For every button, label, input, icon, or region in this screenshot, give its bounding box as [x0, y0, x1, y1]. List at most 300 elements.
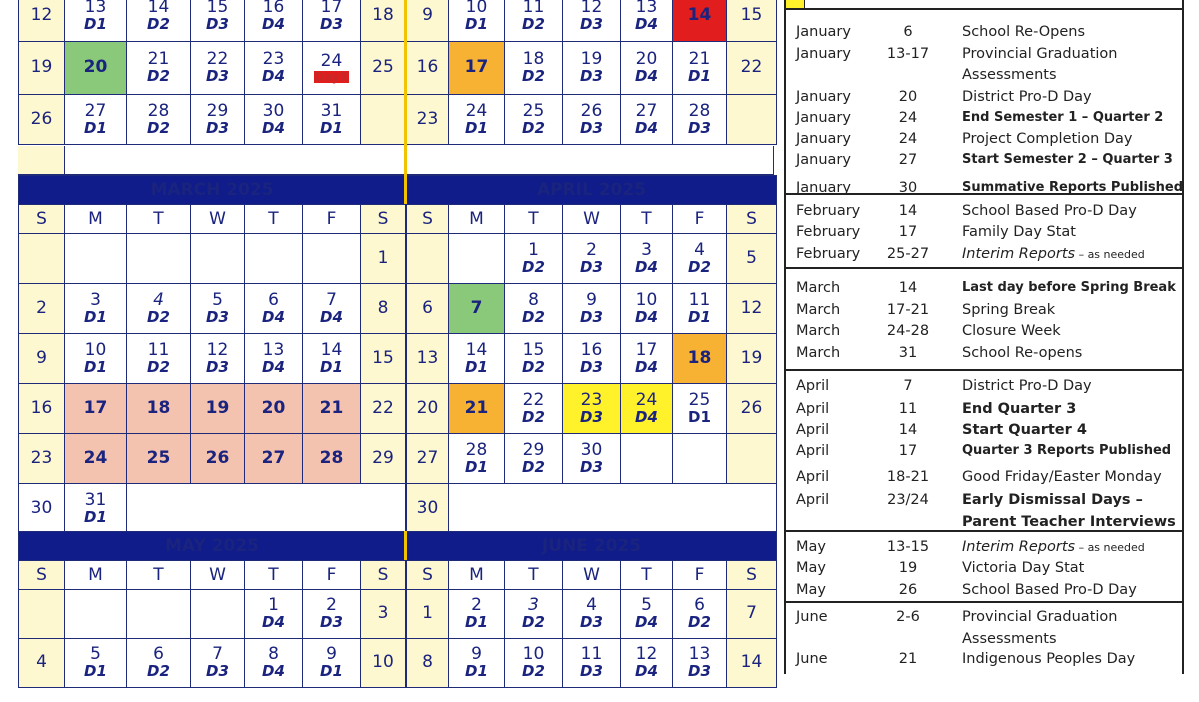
legend-event-text: Start Semester 2 – Quarter 3 [962, 152, 1173, 167]
day-cycle-label: D2 [522, 67, 545, 86]
calendar-day [673, 0, 727, 42]
calendar-day [727, 284, 777, 334]
legend-event [962, 46, 1117, 62]
calendar-day [673, 434, 727, 484]
day-cycle-label: D1 [84, 118, 107, 137]
calendar-day [65, 434, 127, 484]
calendar-day [505, 639, 563, 688]
weekday-header: W [191, 561, 245, 590]
day-cycle-label: D4 [635, 407, 658, 426]
calendar-day [621, 95, 673, 145]
legend-date: 18-21 [886, 469, 930, 485]
legend-event-text: Assessments [962, 67, 1057, 83]
day-cycle-label: D2 [147, 357, 170, 376]
calendar-day [191, 234, 245, 284]
day-cycle-label: D2 [522, 662, 545, 681]
day-number: 19 [740, 347, 763, 368]
calendar-day [245, 639, 303, 688]
day-number: 11 [688, 289, 711, 310]
day-number: 8 [268, 644, 279, 665]
day-cycle-label: D4 [635, 307, 658, 326]
day-number: 8 [422, 652, 433, 673]
calendar-day [361, 590, 406, 639]
legend-month: April [796, 492, 830, 508]
calendar-day [245, 590, 303, 639]
calendar-day [621, 284, 673, 334]
calendar-day [245, 334, 303, 384]
day-number: 16 [262, 0, 285, 18]
legend-event-text: District Pro-D Day [962, 378, 1092, 394]
legend-month-section [786, 369, 1182, 532]
day-number: 26 [580, 100, 603, 121]
legend-date: 20 [898, 89, 918, 105]
day-number: 6 [153, 644, 164, 665]
calendar-day [563, 639, 621, 688]
legend-date: 19 [898, 560, 918, 576]
calendar-day [563, 95, 621, 145]
day-cycle-label: D3 [206, 67, 229, 86]
calendar-day [303, 590, 361, 639]
day-number: 5 [746, 247, 757, 268]
weekday-header: S [19, 205, 65, 234]
day-cycle-label: D2 [522, 457, 545, 476]
day-cycle-label: D1 [84, 507, 107, 526]
day-cycle-label: D1 [320, 357, 343, 376]
legend-event [962, 609, 1117, 625]
legend-event-text: School Re-Opens [962, 24, 1086, 40]
day-cycle-label: D2 [147, 662, 170, 681]
legend-event [962, 492, 1143, 508]
day-number: 11 [147, 339, 170, 360]
calendar-day [673, 284, 727, 334]
day-number: 2 [471, 595, 482, 616]
calendar-day [673, 384, 727, 434]
calendar-day [505, 42, 563, 95]
calendar-day [505, 95, 563, 145]
weekday-header: M [65, 205, 127, 234]
day-number: 26 [30, 108, 53, 129]
day-cycle-label: D1 [465, 457, 488, 476]
day-number: 22 [372, 397, 394, 418]
legend-date: 14 [898, 203, 918, 219]
calendar-day [191, 434, 245, 484]
day-number: 31 [84, 489, 107, 510]
day-number: 25 [372, 57, 394, 78]
legend-date: 24 [898, 110, 918, 126]
day-number: 19 [580, 49, 603, 70]
legend-date: 24-28 [886, 323, 930, 339]
day-number: 18 [522, 49, 545, 70]
calendar-day [727, 639, 777, 688]
calendar-day [65, 234, 127, 284]
legend-month: January [796, 89, 851, 105]
month-title: JUNE 2025 [407, 532, 777, 561]
day-number: 17 [320, 0, 343, 18]
calendar-grid-april [406, 175, 777, 534]
calendar-day [127, 334, 191, 384]
legend-event-text: Assessments [962, 631, 1057, 647]
legend-month: January [796, 152, 851, 168]
legend-month: March [796, 323, 841, 339]
day-number: 14 [740, 652, 763, 673]
month-divider [404, 0, 407, 176]
calendar-day [127, 234, 191, 284]
calendar-day [245, 95, 303, 145]
day-number: 31 [320, 100, 343, 121]
day-number: 27 [416, 447, 439, 468]
day-number: 13 [416, 347, 439, 368]
calendar-day [505, 0, 563, 42]
day-cycle-label: D4 [635, 67, 658, 86]
legend-event-note: – as needed [1075, 248, 1145, 261]
legend-event-text: Early Dismissal Days – [962, 492, 1143, 508]
legend-event-text: Closure Week [962, 323, 1061, 339]
day-number: 12 [740, 297, 763, 318]
calendar-day [19, 384, 65, 434]
legend-event-text: Indigenous Peoples Day [962, 651, 1136, 667]
day-number: 21 [464, 397, 489, 418]
important-dates-panel [784, 0, 1184, 674]
calendar-day [361, 284, 406, 334]
day-number: 27 [635, 100, 658, 121]
legend-event-text: Interim Reports [962, 539, 1076, 555]
legend-event-text: Spring Break [962, 302, 1056, 318]
day-number: 21 [319, 397, 344, 418]
calendar-day [361, 0, 406, 42]
calendar-day [563, 284, 621, 334]
weekday-header: M [449, 205, 505, 234]
day-number: 4 [153, 289, 164, 310]
calendar-day [505, 334, 563, 384]
calendar-day [563, 234, 621, 284]
day-cycle-label: D1 [688, 407, 711, 426]
day-number: 6 [422, 297, 433, 318]
legend-date: 27 [898, 152, 918, 168]
calendar-day [621, 384, 673, 434]
legend-event-text: Interim Reports [962, 246, 1076, 262]
calendar-day [65, 484, 127, 534]
day-number: 9 [36, 347, 47, 368]
legend-swatch [786, 0, 805, 8]
legend-date: 13-15 [886, 539, 930, 555]
legend-event [962, 24, 1085, 40]
day-number: 23 [416, 108, 439, 129]
legend-month: March [796, 345, 841, 361]
day-number: 1 [377, 247, 389, 268]
calendar-day [127, 0, 191, 42]
day-number: 7 [470, 297, 483, 318]
day-number: 11 [522, 0, 545, 18]
legend-event-text: Quarter 3 Reports Published [962, 443, 1172, 458]
day-cycle-label: D2 [688, 613, 711, 632]
calendar-day [191, 384, 245, 434]
calendar-day [727, 434, 777, 484]
day-number: 5 [212, 289, 223, 310]
weekday-header: W [563, 205, 621, 234]
legend-event-text: Start Quarter 4 [962, 422, 1087, 438]
day-number: 14 [687, 5, 712, 26]
calendar-day [563, 384, 621, 434]
day-cycle-label: D1 [465, 15, 488, 34]
calendar-day [673, 95, 727, 145]
legend-date: 23/24 [887, 492, 929, 508]
day-number: 1 [268, 595, 279, 616]
calendar-day [621, 434, 673, 484]
legend-event [962, 560, 1084, 576]
legend-month: February [796, 224, 861, 240]
calendar-day [449, 334, 505, 384]
calendar-day [245, 42, 303, 95]
day-cycle-label: D1 [84, 662, 107, 681]
calendar-day [505, 434, 563, 484]
calendar-day [449, 639, 505, 688]
legend-month-section [786, 601, 1182, 702]
day-cycle-label: D3 [206, 118, 229, 137]
legend-event-text: Victoria Day Stat [962, 560, 1085, 576]
day-number: 15 [206, 0, 229, 18]
day-number: 5 [641, 595, 652, 616]
legend-event-text: Last day before Spring Break [962, 280, 1176, 295]
day-number: 14 [147, 0, 170, 18]
legend-event [962, 89, 1092, 105]
day-number: 20 [635, 49, 658, 70]
calendar-day [303, 639, 361, 688]
day-cycle-label: D2 [522, 613, 545, 632]
day-number: 18 [146, 397, 171, 418]
weekday-header: F [303, 561, 361, 590]
day-number: 8 [377, 297, 389, 318]
weekday-header: T [127, 205, 191, 234]
day-cycle-label: D3 [206, 357, 229, 376]
calendar-day [407, 95, 449, 145]
day-cycle-label: D4 [262, 15, 285, 34]
day-number: 28 [465, 439, 488, 460]
weekday-header: S [727, 561, 777, 590]
day-cycle-label: D4 [320, 307, 343, 326]
day-number: 27 [261, 447, 286, 468]
calendar-day [19, 434, 65, 484]
weekday-header: T [505, 561, 563, 590]
day-cycle-label: D4 [262, 67, 285, 86]
day-number: 28 [147, 100, 170, 121]
legend-month-section [786, 267, 1182, 371]
day-cycle-label: D3 [580, 407, 603, 426]
calendar-day [19, 95, 65, 145]
calendar-day [303, 234, 361, 284]
legend-date: 2-6 [896, 609, 920, 625]
day-number: 20 [261, 397, 286, 418]
calendar-day [65, 639, 127, 688]
weekday-header: S [727, 205, 777, 234]
weekday-header: S [361, 205, 406, 234]
legend-month-section [786, 8, 1182, 195]
weekday-header: S [407, 561, 449, 590]
day-number: 17 [83, 397, 108, 418]
calendar-day [505, 234, 563, 284]
legend-month: February [796, 246, 861, 262]
calendar-day [505, 590, 563, 639]
legend-date: 7 [903, 378, 913, 394]
spacer-row [18, 146, 774, 175]
legend-event [962, 246, 1145, 262]
legend-month: April [796, 401, 830, 417]
legend-event-text: Project Completion Day [962, 131, 1133, 147]
day-number: 7 [746, 603, 757, 624]
calendar-day [65, 284, 127, 334]
calendar-day [19, 234, 65, 284]
day-cycle-label: D3 [580, 307, 603, 326]
legend-event [962, 224, 1076, 240]
calendar-day [621, 639, 673, 688]
legend-date: 14 [898, 280, 918, 296]
weekday-header: S [361, 561, 406, 590]
calendar-day [673, 639, 727, 688]
calendar-day [407, 590, 449, 639]
day-number: 13 [688, 644, 711, 665]
calendar-day [127, 639, 191, 688]
calendar-day [191, 284, 245, 334]
weekday-header: F [673, 205, 727, 234]
day-number: 3 [528, 595, 539, 616]
calendar-day [65, 590, 127, 639]
calendar-day [505, 284, 563, 334]
day-number: 24 [465, 100, 488, 121]
day-number: 16 [416, 57, 439, 78]
calendar-day [673, 590, 727, 639]
calendar-day [127, 284, 191, 334]
day-cycle-label: D3 [580, 67, 603, 86]
day-cycle-label: D3 [320, 613, 343, 632]
calendar-day [245, 384, 303, 434]
legend-event-text: End Quarter 3 [962, 401, 1077, 417]
weekday-header: T [127, 561, 191, 590]
weekday-header: T [245, 205, 303, 234]
month-divider [404, 175, 407, 204]
legend-month-section [786, 530, 1182, 603]
day-cycle-label: D2 [522, 357, 545, 376]
calendar-day [563, 590, 621, 639]
calendar-day [65, 334, 127, 384]
legend-month: January [796, 24, 851, 40]
day-number: 19 [30, 57, 53, 78]
day-number: 25 [522, 100, 545, 121]
legend-date: 14 [898, 422, 918, 438]
calendar-day [303, 0, 361, 42]
calendar-day [727, 0, 777, 42]
day-number: 23 [30, 447, 53, 468]
calendar-day [245, 0, 303, 42]
calendar-day [361, 334, 406, 384]
day-cycle-label: D2 [522, 118, 545, 137]
day-number: 2 [326, 595, 337, 616]
calendar-day [19, 484, 65, 534]
legend-event [962, 152, 1173, 167]
legend-date: 25-27 [886, 246, 930, 262]
day-number: 25 [146, 447, 171, 468]
legend-event-text: School Re-opens [962, 345, 1083, 361]
legend-event-note: – as needed [1075, 541, 1145, 554]
month-title: APRIL 2025 [407, 176, 777, 205]
calendar-day [361, 639, 406, 688]
calendar-day [727, 590, 777, 639]
day-number: 30 [580, 439, 603, 460]
legend-event [962, 401, 1076, 417]
weekday-header: M [65, 561, 127, 590]
legend-date: 17-21 [886, 302, 930, 318]
day-cycle-label: D4 [635, 15, 658, 34]
calendar-day [19, 42, 65, 95]
day-number: 4 [586, 595, 597, 616]
legend-event-text: School Based Pro-D Day [962, 203, 1137, 219]
legend-event-text: District Pro-D Day [962, 89, 1092, 105]
calendar-day [19, 284, 65, 334]
day-cycle-label: D2 [147, 15, 170, 34]
legend-event [962, 582, 1137, 598]
day-cycle-label: D1 [84, 357, 107, 376]
day-number: 22 [206, 49, 229, 70]
day-cycle-label: D1 [688, 67, 711, 86]
day-cycle-label: D4 [635, 613, 658, 632]
day-cycle-label: D2 [522, 257, 545, 276]
day-cycle-label: D4 [262, 357, 285, 376]
day-cycle-label: D1 [84, 15, 107, 34]
calendar-day [407, 639, 449, 688]
calendar-day [621, 590, 673, 639]
calendar-day [127, 434, 191, 484]
legend-month: January [796, 131, 851, 147]
legend-event [962, 323, 1061, 339]
legend-month: April [796, 378, 830, 394]
calendar-day [673, 42, 727, 95]
calendar-day [563, 334, 621, 384]
legend-event-text: Provincial Graduation [962, 609, 1118, 625]
legend-month: March [796, 280, 841, 296]
day-number: 4 [694, 239, 705, 260]
calendar-day [361, 42, 406, 95]
calendar-day [127, 42, 191, 95]
day-cycle-label: D4 [262, 662, 285, 681]
day-number: 2 [586, 239, 597, 260]
day-cycle-label: D3 [580, 457, 603, 476]
legend-month: April [796, 422, 830, 438]
calendar-day [727, 384, 777, 434]
calendar-day [563, 434, 621, 484]
calendar-day [245, 434, 303, 484]
day-number: 10 [522, 644, 545, 665]
day-cycle-label: D1 [465, 662, 488, 681]
day-number: 9 [471, 644, 482, 665]
day-number: 2 [36, 297, 47, 318]
calendar-day [19, 0, 65, 42]
day-number: 10 [84, 339, 107, 360]
day-cycle-label: D2 [522, 307, 545, 326]
calendar-day [191, 42, 245, 95]
calendar-day [245, 284, 303, 334]
legend-month: May [796, 582, 826, 598]
day-number: 11 [580, 644, 603, 665]
calendar-day [191, 0, 245, 42]
day-cycle-label: D3 [580, 15, 603, 34]
day-cycle-label: D1 [688, 307, 711, 326]
day-number: 3 [377, 603, 389, 624]
day-cycle-label: D2 [522, 15, 545, 34]
calendar-day [407, 434, 449, 484]
legend-date: 11 [898, 401, 918, 417]
day-cycle-label: D1 [320, 662, 343, 681]
legend-event [962, 110, 1163, 125]
day-number: 30 [262, 100, 285, 121]
legend-event [962, 651, 1135, 667]
